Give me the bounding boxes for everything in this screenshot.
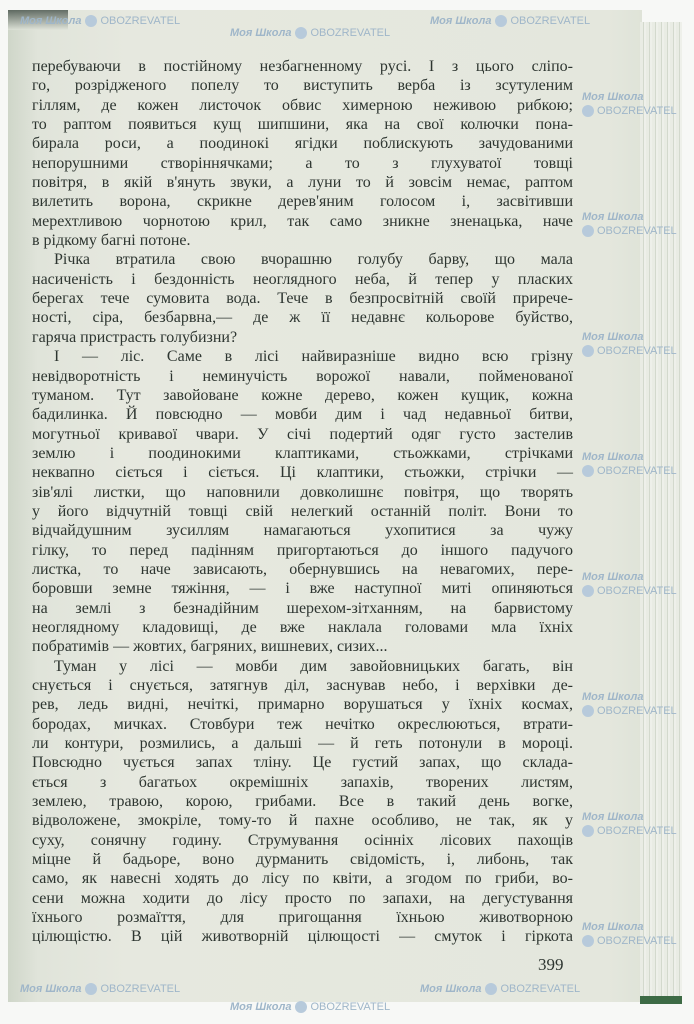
text-line: неоглядному кладовищі, де вже наклала головами мла їхніх	[32, 618, 573, 636]
text-line: відволожене, змокріле, тому-то й пахне особливо, не так, як у	[32, 812, 573, 830]
text-line: гілку, то перед падінням пригортаються до іншого падучого	[32, 541, 573, 559]
text-line: вилетить ворона, скрикне дерев'яним голосом і, засвітивши	[32, 193, 573, 211]
watermark-brand: OBOZREVATEL	[310, 27, 391, 39]
text-line: бирала роси, а поодинокі ягідки поблискують зачудованими	[32, 135, 573, 153]
watermark-school: Моя Школа	[582, 571, 644, 583]
text-line: туманом. Тут завойоване кожне дерево, кожен кущик, кожна	[32, 386, 573, 404]
book-cover-edge	[640, 996, 682, 1004]
text-line: ності, сіра, безбарвна,— де ж її недавнє кольорове буйство,	[32, 309, 573, 327]
watermark-school: Моя Школа	[582, 921, 644, 933]
text-line: снується і снується, затягнув діл, заснував небо, і верхівки де-	[32, 677, 573, 694]
watermark-brand: OBOZREVATEL	[100, 983, 181, 995]
watermark-brand: OBOZREVATEL	[597, 825, 677, 837]
text-line: І — ліс. Саме в лісі найвиразніше видно всю грізну	[54, 348, 573, 366]
brand-logo-icon	[85, 15, 97, 27]
text-line: ється з багатьох окремішніх запахів, творених листям,	[32, 773, 573, 791]
watermark	[582, 90, 677, 118]
text-line: рев, ледь видні, нечіткі, примарно ворушаться у їхніх космах,	[32, 696, 573, 714]
watermark-brand: OBOZREVATEL	[597, 345, 677, 357]
text-line: могутньої кривавої чвари. У січі подертий одяг густо застелив	[32, 425, 573, 443]
watermark-brand: OBOZREVATEL	[100, 15, 181, 27]
brand-logo-icon	[582, 825, 594, 837]
watermark	[582, 920, 677, 948]
text-line: сени можна ходити до лісу просто по запахи, на дегустування	[32, 889, 573, 907]
text-line: непорушними створіннячками; а то з глухуватої товщі	[32, 154, 573, 172]
watermark	[582, 450, 677, 478]
text-line: відчайдушним зусиллям намагаються ухопитися за чужу	[32, 522, 573, 540]
text-line: берегах тече сумовита вода. Тече в безпросвітній своїй прирече-	[32, 290, 573, 308]
watermark-school: Моя Школа	[230, 1001, 292, 1013]
text-line: невідворотність і неминучість ворожої навали, пойменованої	[32, 367, 573, 385]
brand-logo-icon	[582, 585, 594, 597]
watermark-brand: OBOZREVATEL	[310, 1001, 391, 1013]
text-line: само, як навесні ходять до лісу по квіти, а згодом по гриби, во-	[32, 870, 573, 888]
text-line: бадилинка. Й повсюдно — мовби дим і чад недавньої битви,	[32, 406, 573, 424]
watermark-school: Моя Школа	[20, 983, 82, 995]
text-line: гаряча пристрасть голубизни?	[32, 328, 238, 346]
text-line: зів'ялі листки, що наповнили довколишнє повітря, що творять	[32, 483, 573, 501]
text-line: землею, травою, корою, грибами. Все в такий день вогке,	[32, 793, 573, 811]
text-line: землю і поодинокими клаптиками, стьожками, стрічками	[32, 444, 573, 462]
text-line: у його відчутній товщі свій нелегкий останній політ. Вони то	[32, 502, 573, 520]
text-line: бородах, мичках. Стовбури теж нечітко окреслюються, втрати-	[32, 715, 573, 733]
watermark-school: Моя Школа	[582, 691, 644, 703]
text-line: то раптом появиться кущ шипшини, яка на свої колючки пона-	[32, 116, 573, 134]
text-line: ли контури, розмились, а дальші — й геть потонули в мороці.	[32, 735, 573, 753]
watermark	[582, 210, 677, 238]
watermark	[420, 982, 580, 996]
watermark-school: Моя Школа	[420, 983, 482, 995]
watermark-school: Моя Школа	[582, 331, 644, 343]
watermark-brand: OBOZREVATEL	[597, 585, 677, 597]
text-line: цілющістю. В цій животворній цілющості — смуток і гіркота	[32, 928, 573, 946]
brand-logo-icon	[582, 345, 594, 357]
text-line: міцне й бадьоре, воно дурманить свідомість, і, либонь, так	[32, 851, 573, 869]
watermark-brand: OBOZREVATEL	[597, 225, 677, 237]
brand-logo-icon	[582, 935, 594, 947]
brand-logo-icon	[295, 27, 307, 39]
watermark	[582, 810, 677, 838]
watermark-brand: OBOZREVATEL	[500, 983, 581, 995]
text-line: насиченість і бездонність неоглядного неба, й тепер у пласких	[32, 270, 573, 288]
brand-logo-icon	[582, 105, 594, 117]
text-line: боровши земне тяжіння, — і вже наступної миті опиняються	[32, 580, 573, 598]
watermark	[20, 14, 180, 28]
brand-logo-icon	[295, 1001, 307, 1013]
watermark	[430, 14, 590, 28]
watermark-school: Моя Школа	[582, 91, 644, 103]
text-line: перебуваючи в постійному незбагненному русі. І з цього сліпо-	[32, 58, 573, 75]
watermark-brand: OBOZREVATEL	[597, 705, 677, 717]
page-edges	[640, 22, 682, 1002]
text-line: го, розрідженого попелу то виступить верба із зсутуленим	[32, 77, 573, 95]
watermark-brand: OBOZREVATEL	[597, 105, 677, 117]
brand-logo-icon	[582, 705, 594, 717]
text-line: на землі з безнадійним шерехом-зітханням, на барвистому	[32, 599, 573, 617]
text-line: суху, сонячну годину. Струмування осінніх лісових пахощів	[32, 831, 573, 849]
text-line: гіллям, де кожен листочок обвис химерною неживою рибкою;	[32, 96, 573, 114]
watermark-school: Моя Школа	[582, 811, 644, 823]
watermark-school: Моя Школа	[582, 451, 644, 463]
text-line: Річка втратила свою вчорашню голубу барву, що мала	[54, 251, 573, 269]
watermark	[582, 690, 677, 718]
text-line: Повсюдно чується запах тліну. Це густий запах, що склада-	[32, 754, 573, 772]
brand-logo-icon	[495, 15, 507, 27]
text-line: побратимів — жовтих, багряних, вишневих, сизих...	[32, 638, 388, 656]
watermark-brand: OBOZREVATEL	[597, 465, 677, 477]
text-line: їхнього розмаїття, для пригощання їхньою животворною	[32, 909, 573, 927]
watermark	[230, 26, 390, 40]
watermark-brand: OBOZREVATEL	[510, 15, 591, 27]
brand-logo-icon	[85, 983, 97, 995]
watermark-school: Моя Школа	[20, 15, 82, 27]
text-line: неквапно сіється і сіється. Ці клаптики, стьожки, стрічки —	[32, 464, 573, 482]
text-line: листка, то наче зависають, обернувшись на невагомих, пере-	[32, 560, 573, 578]
watermark-school: Моя Школа	[230, 27, 292, 39]
brand-logo-icon	[485, 983, 497, 995]
brand-logo-icon	[582, 465, 594, 477]
page-number: 399	[538, 955, 564, 974]
body-text	[32, 57, 573, 947]
watermark-school: Моя Школа	[430, 15, 492, 27]
watermark	[20, 982, 180, 996]
watermark-brand: OBOZREVATEL	[597, 935, 677, 947]
watermark	[230, 1000, 390, 1014]
watermark	[582, 330, 677, 358]
brand-logo-icon	[582, 225, 594, 237]
text-line: повітря, в якій в'януть звуки, а луни то й зовсім немає, раптом	[32, 174, 573, 192]
watermark-school: Моя Школа	[582, 211, 644, 223]
text-line: Туман у лісі — мовби дим завойовницьких багать, він	[54, 657, 573, 675]
watermark	[582, 570, 677, 598]
text-line: мерехтливою чорнотою крил, так само зникне зненацька, наче	[32, 212, 573, 230]
text-line: в рідкому багні потоне.	[32, 232, 191, 250]
